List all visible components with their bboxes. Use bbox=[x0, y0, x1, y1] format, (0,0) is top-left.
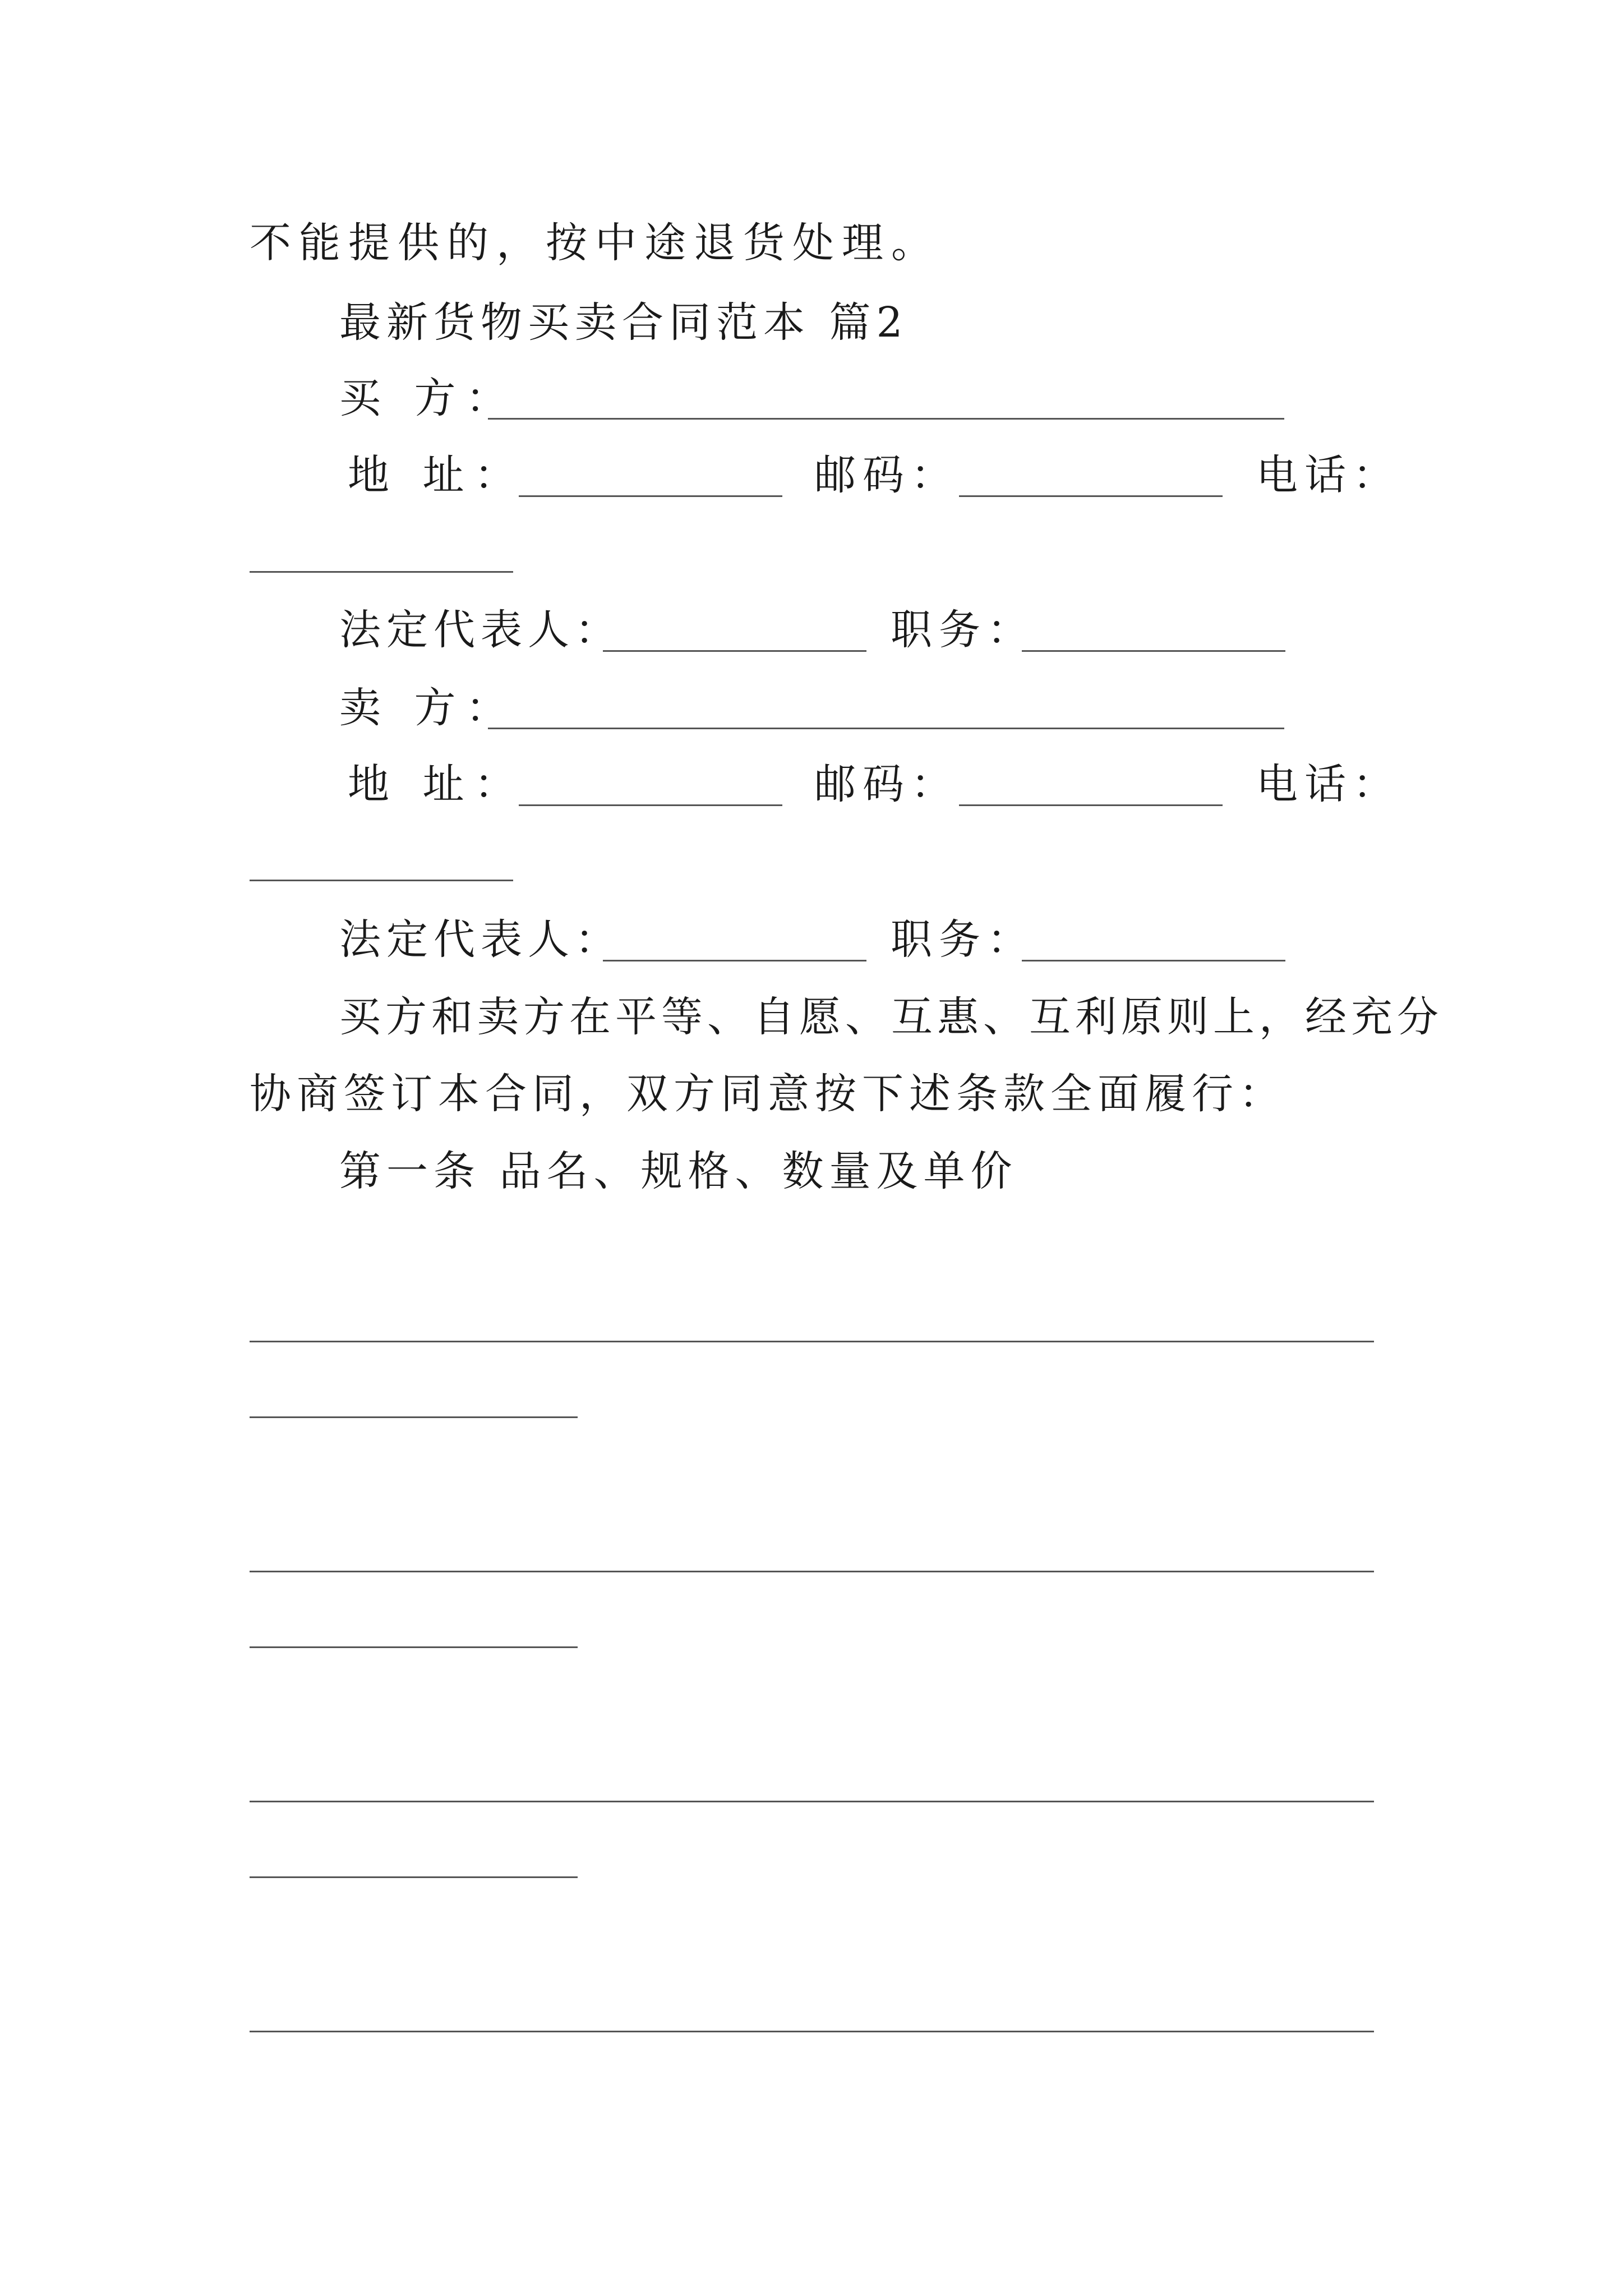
buyer-rep-label: 法定代表人： bbox=[339, 606, 622, 654]
seller-address-label: 地 址： bbox=[348, 760, 526, 808]
preamble-line-2: 协商签订本合同，双方同意按下述条款全面履行： bbox=[250, 1070, 1286, 1118]
intro-tail-text: 不能提供的，按中途退货处理。 bbox=[250, 219, 940, 267]
section-title: 最新货物买卖合同范本 篇2 bbox=[339, 298, 909, 347]
preamble-line-1: 买方和卖方在平等、自愿、互惠、互利原则上，经充分 bbox=[339, 993, 1443, 1041]
seller-phone-label: 电话： bbox=[1256, 760, 1401, 808]
article-1-blank-line[interactable] bbox=[250, 1571, 1374, 1572]
seller-position-field[interactable] bbox=[1022, 960, 1285, 961]
seller-name-field[interactable] bbox=[488, 728, 1284, 729]
seller-address-field[interactable] bbox=[519, 804, 782, 806]
article-1-title: 第一条 品名、规格、数量及单价 bbox=[339, 1147, 1018, 1195]
article-1-blank-line[interactable] bbox=[250, 1876, 578, 1878]
seller-postcode-field[interactable] bbox=[959, 804, 1223, 806]
seller-phone-field[interactable] bbox=[250, 880, 513, 881]
seller-position-label: 职务： bbox=[891, 915, 1035, 964]
seller-rep-label: 法定代表人： bbox=[339, 915, 622, 964]
buyer-address-field[interactable] bbox=[519, 495, 782, 497]
buyer-postcode-field[interactable] bbox=[959, 495, 1223, 497]
seller-postcode-label: 邮码： bbox=[814, 760, 959, 808]
article-1-blank-line[interactable] bbox=[250, 1646, 578, 1648]
buyer-position-field[interactable] bbox=[1022, 650, 1285, 652]
buyer-name-field[interactable] bbox=[488, 418, 1284, 420]
buyer-phone-label: 电话： bbox=[1256, 451, 1401, 499]
buyer-rep-field[interactable] bbox=[603, 650, 866, 652]
buyer-position-label: 职务： bbox=[891, 606, 1035, 654]
buyer-postcode-label: 邮码： bbox=[814, 451, 959, 499]
article-1-blank-line[interactable] bbox=[250, 1341, 1374, 1342]
article-1-blank-line[interactable] bbox=[250, 2031, 1374, 2032]
article-1-blank-line[interactable] bbox=[250, 1801, 1374, 1802]
seller-party-label: 卖 方： bbox=[339, 684, 518, 732]
buyer-address-label: 地 址： bbox=[348, 451, 526, 499]
article-1-blank-line[interactable] bbox=[250, 1416, 578, 1418]
buyer-phone-field[interactable] bbox=[250, 571, 513, 573]
seller-rep-field[interactable] bbox=[603, 960, 866, 961]
buyer-party-label: 买 方： bbox=[339, 374, 518, 422]
